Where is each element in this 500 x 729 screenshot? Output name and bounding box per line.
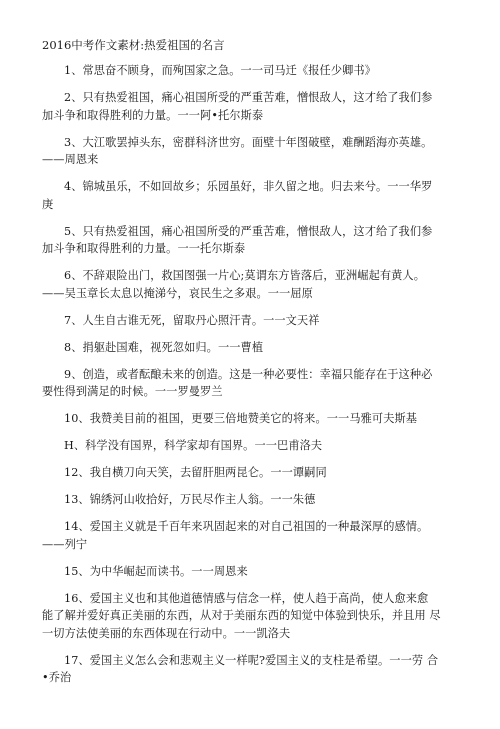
document-title: 2016中考作文素材:热爱祖国的名言 <box>42 38 225 52</box>
quote-item: 1、常思奋不顾身，而殉国家之急。一一司马迁《报任少卿书》 <box>64 64 376 77</box>
quote-item: 16、爱国主义也和其他道德情感与信念一样，使人趋于高尚，使人愈来愈 能了解并爱好真正美丽的东西，从对于美丽东西的知觉中体验到快乐，并且用 尽一切方法使美丽的东西体现在行动中。一一凯洛夫 <box>42 591 441 640</box>
quote-item: 7、人生自古谁无死，留取丹心照汗青。一一文天祥 <box>64 313 320 327</box>
quote-item: 14、爱国主义就是千百年来巩固起来的对自己祖国的一种最深厚的感情。——列宁 <box>42 520 429 551</box>
quote-item: 9、创造，或者酝酿未来的创造。这是一种必要性：幸福只能存在于这种必要性得到满足的时候。一一罗曼罗兰 <box>42 367 433 398</box>
quote-item: 8、捐躯赴国难，视死忽如归。一一曹植 <box>64 340 264 354</box>
quote-item: 12、我自横刀向天笑，去留肝胆两昆仑。一一谭嗣同 <box>64 466 327 479</box>
quote-item: 10、我赞美目前的祖国，更要三倍地赞美它的将来。一一马雅可夫斯基 <box>64 412 418 425</box>
quote-item: 6、不辞艰险出门，救国图强一片心;莫谓东方皆落后，亚洲崛起有黄人。——吴玉章长太息以掩涕兮，哀民生之多艰。一一屈原 <box>42 269 426 300</box>
quote-item: H、科学没有国界，科学家却有国界。一一巴甫洛夫 <box>64 439 323 452</box>
quote-item: 5、只有热爱祖国，痛心祖国所受的严重苦难，憎恨敌人，这才给了我们参加斗争和取得胜利的力量。一一托尔斯泰 <box>42 224 433 255</box>
quote-list <box>42 62 442 696</box>
quote-item: 17、爱国主义怎么会和悲观主义一样呢?爱国主义的支柱是希望。一一劳 合•乔治 <box>42 653 439 684</box>
quote-item: 4、锦城虽乐，不如回故乡；乐园虽好，非久留之地。归去来兮。一一华罗庚 <box>42 180 433 211</box>
quote-item: 15、为中华崛起而读书。一一周恩来 <box>64 564 248 578</box>
quote-item: 13、锦绣河山收拾好，万民尽作主人翁。一一朱德 <box>64 493 316 506</box>
quote-item: 3、大江歌罢掉头东，密群科济世穷。面壁十年图破壁，难酬蹈海亦英雄。——周恩来 <box>42 135 433 166</box>
quote-item: 2、只有热爱祖国，痛心祖国所受的严重苦难，憎恨敌人，这才给了我们参加斗争和取得胜利的力量。一一阿•托尔斯泰 <box>42 91 433 122</box>
